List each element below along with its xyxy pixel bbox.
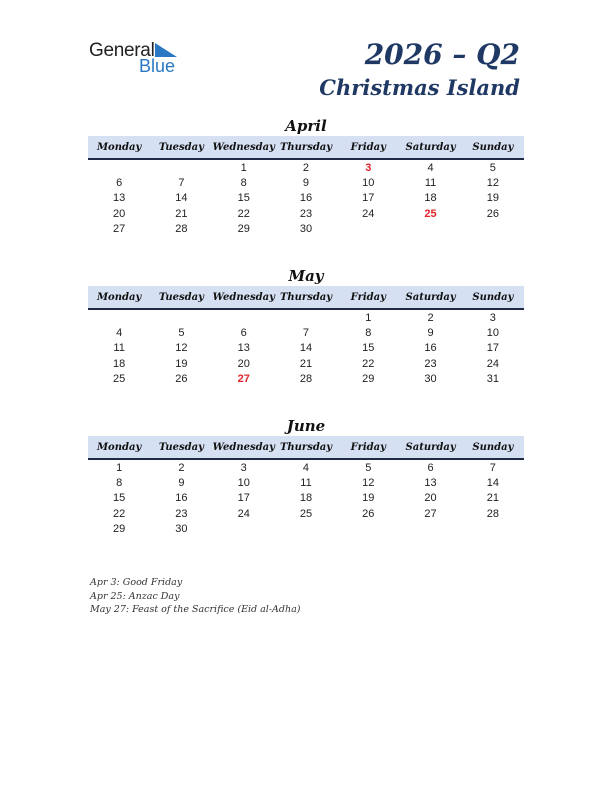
weekday-header-cell: Wednesday [212, 141, 275, 153]
day-cell: 6 [116, 176, 123, 189]
weekday-header-cell: Saturday [405, 291, 456, 303]
day-cell: 18 [299, 492, 313, 505]
day-cell: 6 [240, 326, 247, 339]
month-calendar-april [88, 116, 524, 236]
weekday-header-cell: Thursday [279, 141, 333, 153]
day-cell: 14 [175, 192, 188, 205]
weekday-header-cell: Wednesday [212, 291, 275, 303]
day-cell: 27 [113, 222, 126, 235]
day-cell: 16 [175, 492, 188, 505]
weekday-header-cell: Tuesday [158, 291, 204, 303]
day-cell: 16 [424, 342, 437, 355]
day-cell: 30 [299, 222, 313, 235]
day-cell: 15 [237, 192, 250, 205]
day-cell: 24 [237, 507, 250, 520]
weekday-header-cell: Monday [96, 291, 142, 303]
day-cell: 5 [178, 326, 185, 339]
day-cell: 29 [113, 522, 126, 535]
month-calendar-may [88, 266, 524, 386]
holiday-day-cell: 25 [424, 207, 437, 220]
day-cell: 1 [116, 461, 123, 474]
day-cell: 4 [302, 461, 310, 474]
day-cell: 14 [299, 342, 313, 355]
holiday-day-cell: 27 [237, 372, 250, 385]
day-cell: 5 [365, 461, 372, 474]
day-cell: 17 [237, 492, 250, 505]
weekday-header-cell: Saturday [405, 441, 456, 453]
week-row [88, 325, 524, 340]
weekday-header-cell: Sunday [472, 291, 514, 303]
day-cell: 17 [362, 192, 375, 205]
day-cell: 21 [299, 357, 313, 370]
day-cell: 29 [237, 222, 250, 235]
weekday-header-row [88, 436, 524, 460]
day-cell: 16 [299, 192, 313, 205]
weekday-header-cell: Sunday [472, 141, 514, 153]
day-cell: 30 [424, 372, 437, 385]
day-cell: 12 [362, 476, 375, 489]
day-cell: 19 [175, 357, 188, 370]
day-cell: 3 [489, 311, 496, 324]
day-cell: 10 [237, 476, 250, 489]
weekday-header-cell: Saturday [405, 141, 456, 153]
week-row [88, 175, 524, 190]
week-row [88, 160, 524, 175]
day-cell: 5 [489, 161, 496, 174]
weekday-header-cell: Friday [350, 141, 386, 153]
week-row [88, 475, 524, 490]
week-row [88, 460, 524, 475]
day-cell: 28 [299, 372, 313, 385]
weekday-header-cell: Thursday [279, 291, 333, 303]
day-cell: 11 [300, 476, 312, 489]
week-row [88, 191, 524, 206]
month-title: May [288, 267, 324, 285]
day-cell: 17 [486, 342, 499, 355]
week-row [88, 341, 524, 356]
day-cell: 29 [362, 372, 375, 385]
day-cell: 19 [362, 492, 375, 505]
day-cell: 13 [237, 342, 250, 355]
page-title: 2026 – Q2 [364, 38, 520, 71]
month-title: April [285, 117, 327, 135]
week-row [88, 371, 524, 386]
day-cell: 26 [362, 507, 375, 520]
week-row [88, 521, 524, 536]
day-cell: 2 [427, 311, 434, 324]
weekday-header-row [88, 136, 524, 160]
day-cell: 21 [175, 207, 188, 220]
day-cell: 3 [240, 461, 247, 474]
day-cell: 20 [237, 357, 250, 370]
weekday-header-cell: Tuesday [158, 441, 204, 453]
day-cell: 11 [424, 176, 437, 189]
week-row [88, 310, 524, 325]
logo-triangle-icon [155, 43, 177, 57]
day-cell: 20 [424, 492, 437, 505]
general-blue-logo [89, 40, 189, 76]
day-cell: 8 [116, 476, 123, 489]
day-cell: 7 [302, 326, 310, 339]
logo-blue-text: Blue [139, 56, 176, 76]
day-cell: 4 [427, 161, 434, 174]
day-cell: 24 [486, 357, 499, 370]
month-title: June [286, 417, 326, 435]
holiday-note: Apr 25: Anzac Day [90, 590, 180, 602]
day-cell: 14 [486, 476, 499, 489]
day-cell: 1 [240, 161, 247, 174]
day-cell: 12 [175, 342, 188, 355]
weekday-header-cell: Friday [350, 291, 386, 303]
day-cell: 13 [113, 192, 126, 205]
weekday-header-cell: Sunday [472, 441, 514, 453]
day-cell: 30 [175, 522, 188, 535]
day-cell: 15 [362, 342, 375, 355]
day-cell: 21 [486, 492, 499, 505]
day-cell: 8 [240, 176, 247, 189]
day-cell: 6 [427, 461, 434, 474]
day-cell: 1 [365, 311, 372, 324]
day-cell: 18 [113, 357, 126, 370]
day-cell: 24 [362, 207, 375, 220]
day-cell: 26 [486, 207, 499, 220]
day-cell: 26 [175, 372, 188, 385]
day-cell: 31 [486, 372, 499, 385]
day-cell: 18 [424, 192, 437, 205]
day-cell: 13 [424, 476, 437, 489]
week-row [88, 356, 524, 371]
week-row [88, 221, 524, 236]
day-cell: 25 [299, 507, 313, 520]
day-cell: 27 [424, 507, 437, 520]
day-cell: 20 [113, 207, 126, 220]
holiday-day-cell: 3 [365, 161, 372, 174]
week-row [88, 506, 524, 521]
weekday-header-cell: Monday [96, 441, 142, 453]
day-cell: 7 [178, 176, 185, 189]
day-cell: 4 [116, 326, 123, 339]
holiday-note: Apr 3: Good Friday [90, 577, 183, 588]
logo-general-text: General [89, 40, 155, 61]
weekday-header-cell: Thursday [279, 441, 333, 453]
day-cell: 15 [113, 492, 126, 505]
day-cell: 10 [486, 326, 499, 339]
month-calendar-june [88, 416, 524, 536]
day-cell: 11 [113, 342, 125, 355]
day-cell: 23 [175, 507, 188, 520]
day-cell: 22 [113, 507, 126, 520]
weekday-header-cell: Friday [350, 441, 386, 453]
holiday-notes [90, 576, 300, 617]
day-cell: 9 [178, 476, 185, 489]
weekday-header-cell: Wednesday [212, 441, 275, 453]
day-cell: 22 [237, 207, 250, 220]
holiday-note: May 27: Feast of the Sacrifice (Eid al-Adha) [90, 604, 301, 615]
page-subtitle: Christmas Island [319, 75, 520, 100]
day-cell: 28 [486, 507, 499, 520]
day-cell: 23 [299, 207, 313, 220]
day-cell: 10 [362, 176, 375, 189]
day-cell: 2 [178, 461, 185, 474]
day-cell: 12 [486, 176, 499, 189]
day-cell: 9 [302, 176, 310, 189]
day-cell: 23 [424, 357, 437, 370]
day-cell: 2 [302, 161, 310, 174]
week-row [88, 491, 524, 506]
day-cell: 8 [365, 326, 372, 339]
weekday-header-cell: Tuesday [158, 141, 204, 153]
week-row [88, 206, 524, 221]
weekday-header-cell: Monday [96, 141, 142, 153]
day-cell: 9 [427, 326, 434, 339]
weekday-header-row [88, 286, 524, 310]
day-cell: 19 [486, 192, 499, 205]
day-cell: 25 [113, 372, 126, 385]
day-cell: 22 [362, 357, 375, 370]
day-cell: 7 [489, 461, 496, 474]
day-cell: 28 [175, 222, 188, 235]
